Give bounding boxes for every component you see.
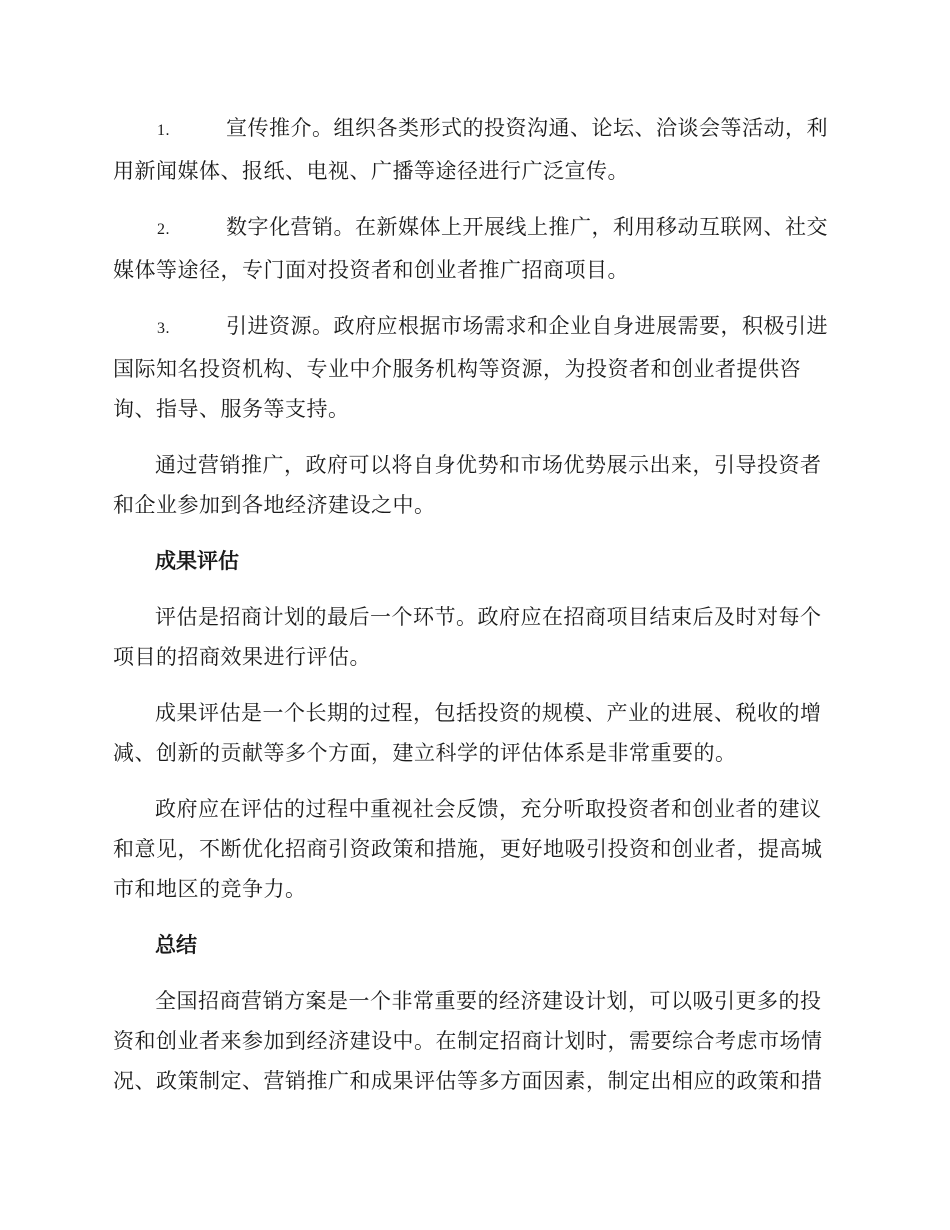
section-heading-evaluation: 成果评估 (155, 549, 239, 573)
evaluation-paragraph: 政府应在评估的过程中重视社会反馈，充分听取投资者和创业者的建议和意见，不断优化招商引资政策和措施，更好地吸引投资和创业者，提高城市和地区的竞争力。 (113, 797, 823, 901)
list-number: 1. (157, 122, 170, 139)
list-item-text: 引进资源。政府应根据市场需求和企业自身进展需要，积极引进国际知名投资机构、专业中介服务机构等资源，为投资者和创业者提供咨询、指导、服务等支持。 (113, 314, 828, 421)
list-item-text: 数字化营销。在新媒体上开展线上推广，利用移动互联网、社交媒体等途径，专门面对投资者和创业者推广招商项目。 (113, 215, 828, 282)
list-item (113, 306, 833, 429)
list-number: 3. (157, 320, 170, 337)
list-number: 2. (157, 221, 170, 238)
marketing-summary-paragraph: 通过营销推广，政府可以将自身优势和市场优势展示出来，引导投资者和企业参加到各地经济建设之中。 (113, 453, 822, 517)
evaluation-paragraph: 成果评估是一个长期的过程，包括投资的规模、产业的进展、税收的增减、创新的贡献等多个方面，建立科学的评估体系是非常重要的。 (113, 701, 822, 765)
list-item (113, 207, 833, 290)
document-body (113, 108, 833, 1117)
summary-paragraph: 全国招商营销方案是一个非常重要的经济建设计划，可以吸引更多的投资和创业者来参加到经济建设中。在制定招商计划时，需要综合考虑市场情况、政策制定、营销推广和成果评估等多方面因素，制定出相应的政策和措 (113, 989, 823, 1093)
list-item (113, 108, 833, 191)
section-heading-summary: 总结 (155, 933, 197, 957)
evaluation-paragraph: 评估是招商计划的最后一个环节。政府应在招商项目结束后及时对每个项目的招商效果进行评估。 (113, 605, 822, 669)
list-item-text: 宣传推介。组织各类形式的投资沟通、论坛、洽谈会等活动，利用新闻媒体、报纸、电视、广播等途径进行广泛宣传。 (113, 116, 828, 183)
